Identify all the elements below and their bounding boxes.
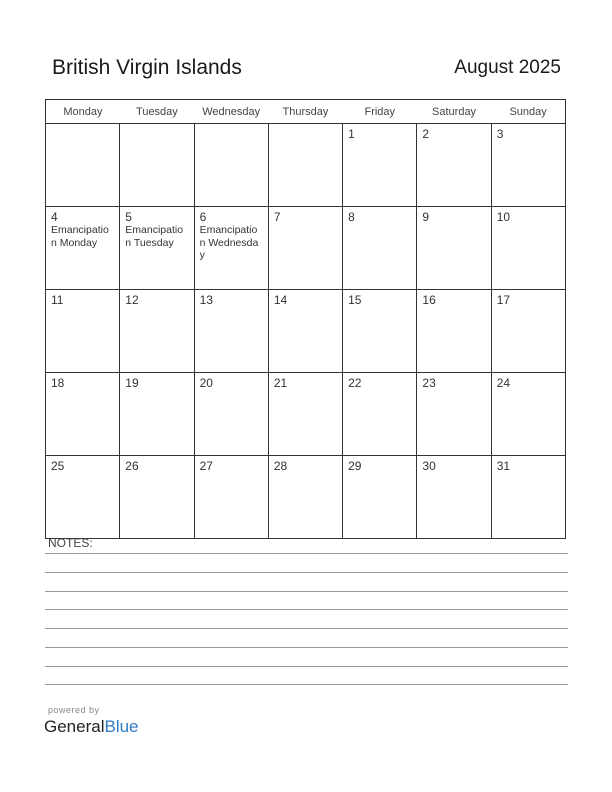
calendar-day-cell[interactable] bbox=[46, 207, 120, 290]
calendar-day-cell[interactable] bbox=[46, 124, 120, 207]
note-line bbox=[45, 553, 568, 554]
calendar-week-row bbox=[46, 124, 566, 207]
day-number: 17 bbox=[496, 293, 511, 307]
calendar-day-cell[interactable] bbox=[194, 207, 268, 290]
day-number: 2 bbox=[422, 127, 430, 141]
calendar-day-cell[interactable] bbox=[46, 456, 120, 539]
day-number: 29 bbox=[348, 459, 362, 473]
calendar-country-title: British Virgin Islands bbox=[52, 56, 242, 79]
calendar-day-cell[interactable] bbox=[417, 456, 491, 539]
note-line bbox=[45, 591, 568, 592]
day-number: 15 bbox=[348, 293, 362, 307]
note-line bbox=[45, 666, 568, 667]
notes-label: NOTES: bbox=[48, 536, 93, 550]
day-number: 16 bbox=[422, 293, 436, 307]
calendar-day-cell[interactable] bbox=[491, 290, 565, 373]
day-number: 22 bbox=[348, 376, 362, 390]
calendar-day-cell[interactable] bbox=[343, 290, 417, 373]
calendar-day-cell[interactable] bbox=[417, 373, 491, 456]
day-number: 27 bbox=[199, 459, 213, 473]
day-number: 26 bbox=[125, 459, 139, 473]
day-number: 19 bbox=[125, 376, 139, 390]
note-line bbox=[45, 628, 568, 629]
day-number: 31 bbox=[496, 459, 511, 473]
weekday-saturday: Saturday bbox=[417, 100, 491, 124]
calendar-week-row bbox=[46, 373, 566, 456]
weekday-tuesday: Tuesday bbox=[120, 100, 194, 124]
note-line bbox=[45, 647, 568, 648]
day-number: 12 bbox=[125, 293, 139, 307]
calendar-day-cell[interactable] bbox=[120, 373, 194, 456]
calendar-day-cell[interactable] bbox=[268, 456, 342, 539]
calendar-day-cell[interactable] bbox=[343, 207, 417, 290]
day-number: 21 bbox=[273, 376, 288, 390]
calendar-day-cell[interactable] bbox=[417, 207, 491, 290]
calendar-grid bbox=[45, 99, 566, 539]
day-number: 25 bbox=[51, 459, 65, 473]
calendar-day-cell[interactable] bbox=[120, 124, 194, 207]
logo-blue-text: Blue bbox=[104, 717, 139, 736]
calendar-day-cell[interactable] bbox=[491, 207, 565, 290]
day-number: 28 bbox=[273, 459, 288, 473]
calendar-day-cell[interactable] bbox=[46, 290, 120, 373]
day-number: 3 bbox=[496, 127, 504, 141]
day-number: 5 bbox=[125, 210, 132, 224]
calendar-day-cell[interactable] bbox=[491, 456, 565, 539]
weekday-sunday: Sunday bbox=[491, 100, 565, 124]
calendar-week-row bbox=[46, 207, 566, 290]
calendar-day-cell[interactable] bbox=[120, 456, 194, 539]
day-number: 10 bbox=[496, 210, 511, 224]
day-number: 20 bbox=[199, 376, 213, 390]
day-number: 14 bbox=[273, 293, 288, 307]
calendar-day-cell[interactable] bbox=[491, 373, 565, 456]
holiday-label: Emancipation Wednesday bbox=[199, 224, 259, 261]
calendar-day-cell[interactable] bbox=[120, 207, 194, 290]
note-line bbox=[45, 609, 568, 610]
day-number: 24 bbox=[496, 376, 511, 390]
note-line bbox=[45, 684, 568, 685]
calendar-day-cell[interactable] bbox=[343, 124, 417, 207]
weekday-thursday: Thursday bbox=[268, 100, 342, 124]
weekday-header-row bbox=[46, 100, 566, 124]
holiday-label: Emancipation Tuesday bbox=[125, 224, 184, 249]
calendar-day-cell[interactable] bbox=[417, 124, 491, 207]
day-number: 11 bbox=[51, 293, 64, 307]
calendar-day-cell[interactable] bbox=[194, 373, 268, 456]
weekday-friday: Friday bbox=[343, 100, 417, 124]
calendar-day-cell[interactable] bbox=[491, 124, 565, 207]
day-number: 18 bbox=[51, 376, 65, 390]
calendar-day-cell[interactable] bbox=[268, 373, 342, 456]
generalblue-logo[interactable] bbox=[44, 717, 139, 737]
calendar-day-cell[interactable] bbox=[120, 290, 194, 373]
calendar-day-cell[interactable] bbox=[268, 207, 342, 290]
day-number: 4 bbox=[51, 210, 58, 224]
calendar-month-title: August 2025 bbox=[454, 57, 561, 78]
calendar-week-row bbox=[46, 290, 566, 373]
day-number: 9 bbox=[422, 210, 430, 224]
calendar-day-cell[interactable] bbox=[46, 373, 120, 456]
calendar-day-cell[interactable] bbox=[343, 373, 417, 456]
powered-by-text: powered by bbox=[48, 705, 100, 715]
calendar-day-cell[interactable] bbox=[268, 290, 342, 373]
day-number: 7 bbox=[273, 210, 281, 224]
calendar-day-cell[interactable] bbox=[343, 456, 417, 539]
day-number: 30 bbox=[422, 459, 436, 473]
day-number: 13 bbox=[199, 293, 213, 307]
logo-general-text: General bbox=[44, 717, 105, 736]
calendar-day-cell[interactable] bbox=[417, 290, 491, 373]
holiday-label: Emancipation Monday bbox=[51, 224, 109, 249]
note-line bbox=[45, 572, 568, 573]
calendar-day-cell[interactable] bbox=[194, 124, 268, 207]
weekday-wednesday: Wednesday bbox=[194, 100, 268, 124]
calendar-week-row bbox=[46, 456, 566, 539]
calendar-day-cell[interactable] bbox=[268, 124, 342, 207]
weekday-monday: Monday bbox=[46, 100, 120, 124]
day-number: 8 bbox=[348, 210, 355, 224]
day-number: 23 bbox=[422, 376, 436, 390]
day-number: 1 bbox=[348, 127, 355, 141]
calendar-day-cell[interactable] bbox=[194, 456, 268, 539]
calendar-day-cell[interactable] bbox=[194, 290, 268, 373]
day-number: 6 bbox=[199, 210, 207, 224]
